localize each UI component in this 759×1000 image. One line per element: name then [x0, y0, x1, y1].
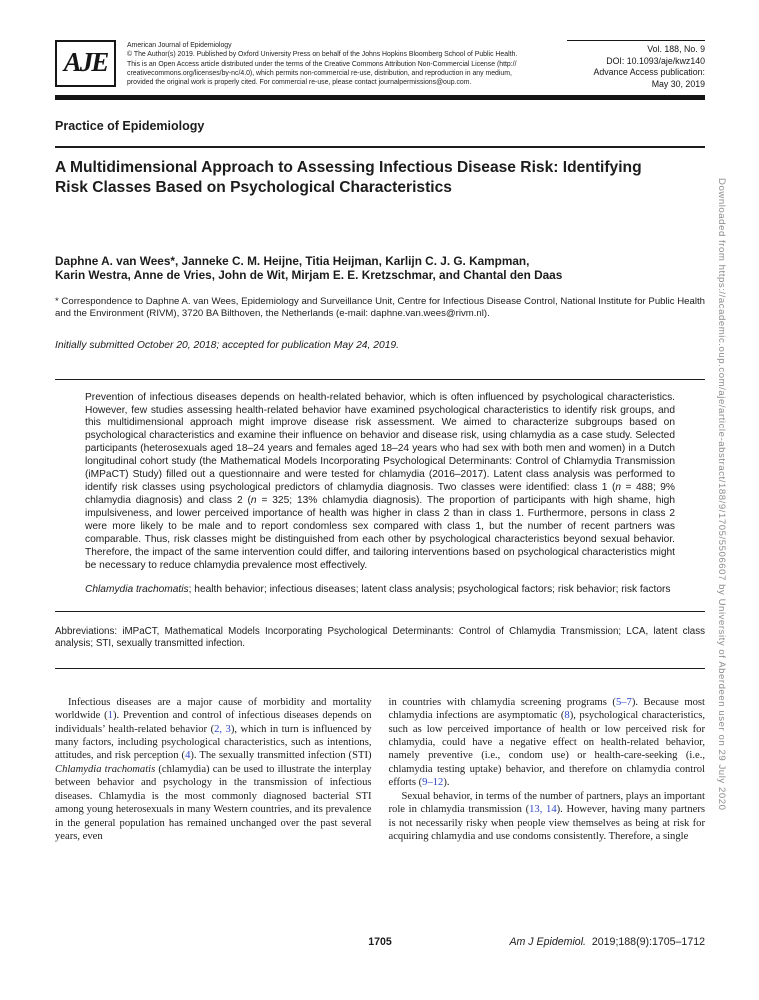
- page-content: [55, 40, 705, 844]
- text-segment: (chlamydia) can be used to illustrate the interplay between behavior and psychology in the transmission of infectious diseases. Chlamydia is the most commonly diagnosed bacterial STI among young heterosexuals in many Western countries, and its prevalence in the general population has remained unchanged over the past several years, even: [55, 763, 372, 843]
- text-segment: ).: [443, 777, 450, 789]
- text-segment: = 488; 9% chlamydia diagnosis) and class 2 (: [85, 482, 675, 507]
- body-top-rule: [55, 668, 705, 669]
- text-segment: Infectious diseases are a major cause of morbidity and mortality worldwide (: [55, 696, 372, 722]
- text-segment: Am J Epidemiol.: [509, 936, 586, 948]
- text-line: provided the original work is properly cited. For commercial re-use, please contact journalpermissions@oup.com.: [127, 79, 472, 87]
- text-segment: ), psychological characteristics, such as low perceived importance of health or low perceived risk for chlamydia, could have a negative effect on health-related behavior, namely preventive (i.e., condom use) or health-care-seeking (i.e., chlamydia testing uptake) behavior, and therefore on chlamydia control efforts (: [388, 710, 706, 789]
- text-segment: Sexual behavior, in terms of the number of partners, plays an important role in chlamydia transmission (: [388, 790, 705, 816]
- text-segment: in countries with chlamydia screening programs (: [388, 696, 616, 708]
- section-heading: Practice of Epidemiology: [55, 119, 205, 134]
- page-number: 1705: [368, 936, 392, 948]
- citation-link[interactable]: 4: [185, 750, 191, 762]
- abstract-block: [85, 392, 675, 597]
- submission-note: Initially submitted October 20, 2018; accepted for publication May 24, 2019.: [55, 339, 400, 351]
- text-segment: ), which in turn is influenced by many factors, including psychological characteristics, such as intentions, attitudes, and risk perception (: [55, 723, 372, 762]
- header-divider-bar: [55, 95, 705, 100]
- body-paragraph: [389, 790, 706, 844]
- text-line: Vol. 188, No. 9: [647, 44, 705, 54]
- text-line: © The Author(s) 2019. Published by Oxford University Press on behalf of the Johns Hopkins Bloomberg School of Public Health.: [127, 51, 518, 59]
- text-segment: ). Prevention and control of infectious diseases depends on individuals’ health-related behavior (: [55, 710, 372, 735]
- body-column-right: [389, 696, 706, 844]
- abbreviations-paragraph: Abbreviations: iMPaCT, Mathematical Models Incorporating Psychological Determinants: Control of Chlamydia Transmission; LCA, latent class analysis; STI, sexually transmitted infection.: [55, 625, 705, 650]
- citation-link[interactable]: 8: [564, 710, 570, 722]
- body-columns: [55, 696, 705, 844]
- text-line: Advance Access publication:: [593, 67, 705, 78]
- text-segment: ). However, having many partners is not necessarily risky when people view themselves as being at risk for acquiring chlamydia and use condoms consistently. Therefore, a single: [388, 804, 706, 843]
- text-line: May 30, 2019: [651, 78, 705, 89]
- abstract-paragraph: [85, 392, 675, 573]
- issue-info-block: [567, 40, 705, 90]
- text-segment: 2019;188(9):1705–1712: [586, 936, 705, 948]
- text-line: This is an Open Access article distributed under the terms of the Creative Commons Attribution Non-Commercial License (http://: [127, 60, 517, 68]
- correspondence-note: * Correspondence to Daphne A. van Wees, Epidemiology and Surveillance Unit, Centre for Infectious Disease Control, National Institute for Public Health and the Environment (RIVM), 3720 BA Bilthoven, the Netherlands (e-mail: daphne.van.wees@rivm.nl).: [55, 295, 705, 320]
- authors-list: [55, 254, 705, 283]
- aje-logo: [55, 40, 116, 87]
- text-line: American Journal of Epidemiology: [127, 42, 232, 49]
- aje-logo-text: AJE: [63, 47, 108, 77]
- journal-header: [55, 40, 705, 90]
- text-line: Daphne A. van Wees*, Janneke C. M. Heijne, Titia Heijman, Karlijn C. J. G. Kampman,: [55, 253, 530, 268]
- page-footer: [55, 936, 705, 952]
- citation-link[interactable]: 9–12: [422, 777, 444, 789]
- article-title: A Multidimensional Approach to Assessing Infectious Disease Risk: Identifying Risk Classes Based on Psychological Characteristics: [55, 159, 642, 196]
- keywords-rule: [55, 611, 705, 612]
- text-line: creativecommons.org/licenses/by-nc/4.0), which permits non-commercial re-use, distribution, and reproduction in any medium,: [127, 69, 512, 77]
- abstract-top-rule: [55, 379, 705, 380]
- citation-link[interactable]: 1: [107, 710, 113, 722]
- text-line: DOI: 10.1093/aje/kwz140: [606, 55, 705, 66]
- text-segment: ; health behavior; infectious diseases; latent class analysis; psychological factors; risk behavior; risk factors: [188, 583, 671, 595]
- download-watermark: Downloaded from https://academic.oup.com/aje/article-abstract/188/9/1705/5506607 by University of Aberdeen user on 29 July 2020: [716, 178, 727, 811]
- text-segment: ). Because most chlamydia infections are asymptomatic (: [388, 696, 705, 722]
- journal-citation: [509, 936, 705, 948]
- title-rule: [55, 146, 705, 148]
- body-column-left: [55, 696, 372, 844]
- text-segment: = 325; 13% chlamydia diagnosis). The proportion of participants with high shame, high impulsiveness, and lower perceived importance of health was higher in class 2 than in class 1. Furthermore, persons in class 2 were more likely to be male and to report condomless sex compared with class 1, but the number of recent partners was comparable. Thus, risk classes might be distinguished from each other by psychological characteristics beyond sexual behavior. Therefore, the impact of the same intervention could differ, and tailoring interventions based on psychological characteristics might be necessary to reduce chlamydia prevalence most effectively.: [85, 495, 676, 571]
- keywords-line: [85, 584, 675, 597]
- text-segment: Chlamydia trachomatis: [55, 763, 156, 775]
- text-segment: ). The sexually transmitted infection (STI): [190, 750, 372, 762]
- text-segment: Chlamydia trachomatis: [85, 583, 189, 595]
- journal-copyright-block: [127, 40, 567, 87]
- text-segment: Prevention of infectious diseases depends on health-related behavior, which is often influenced by psychological characteristics. However, few studies assessing health-related behavior have examined psychological characteristics to identify risk groups, and this multidimensional approach might improve disease risk assessment. We aimed to characterize subgroups based on psychological characteristics and examine their influence on behavior and disease risk, using chlamydia as a case study. Selected participants (heterosexuals aged 18–24 years and females aged 18–24 years who had sex with both men and women) in a Dutch longitudinal cohort study (the Mathematical Models Incorporating Psychological Determinants: Control of Chlamydia Transmission (iMPaCT) Study) filled out a questionnaire and were tested for chlamydia (2016–2017). Latent class analysis was performed to identify risk classes using psychological predictors of chlamydia diagnosis. Two classes were identified: class 1 (: [85, 391, 675, 494]
- text-segment: n: [615, 482, 622, 494]
- text-line: Karin Westra, Anne de Vries, John de Wit, Mirjam E. E. Kretzschmar, and Chantal den Daas: [55, 268, 563, 283]
- citation-link[interactable]: 2, 3: [214, 723, 231, 735]
- text-segment: n: [250, 495, 257, 507]
- body-paragraph: [389, 696, 706, 790]
- citation-link[interactable]: 13, 14: [529, 804, 557, 816]
- citation-link[interactable]: 5–7: [615, 696, 632, 708]
- body-paragraph: [55, 696, 372, 844]
